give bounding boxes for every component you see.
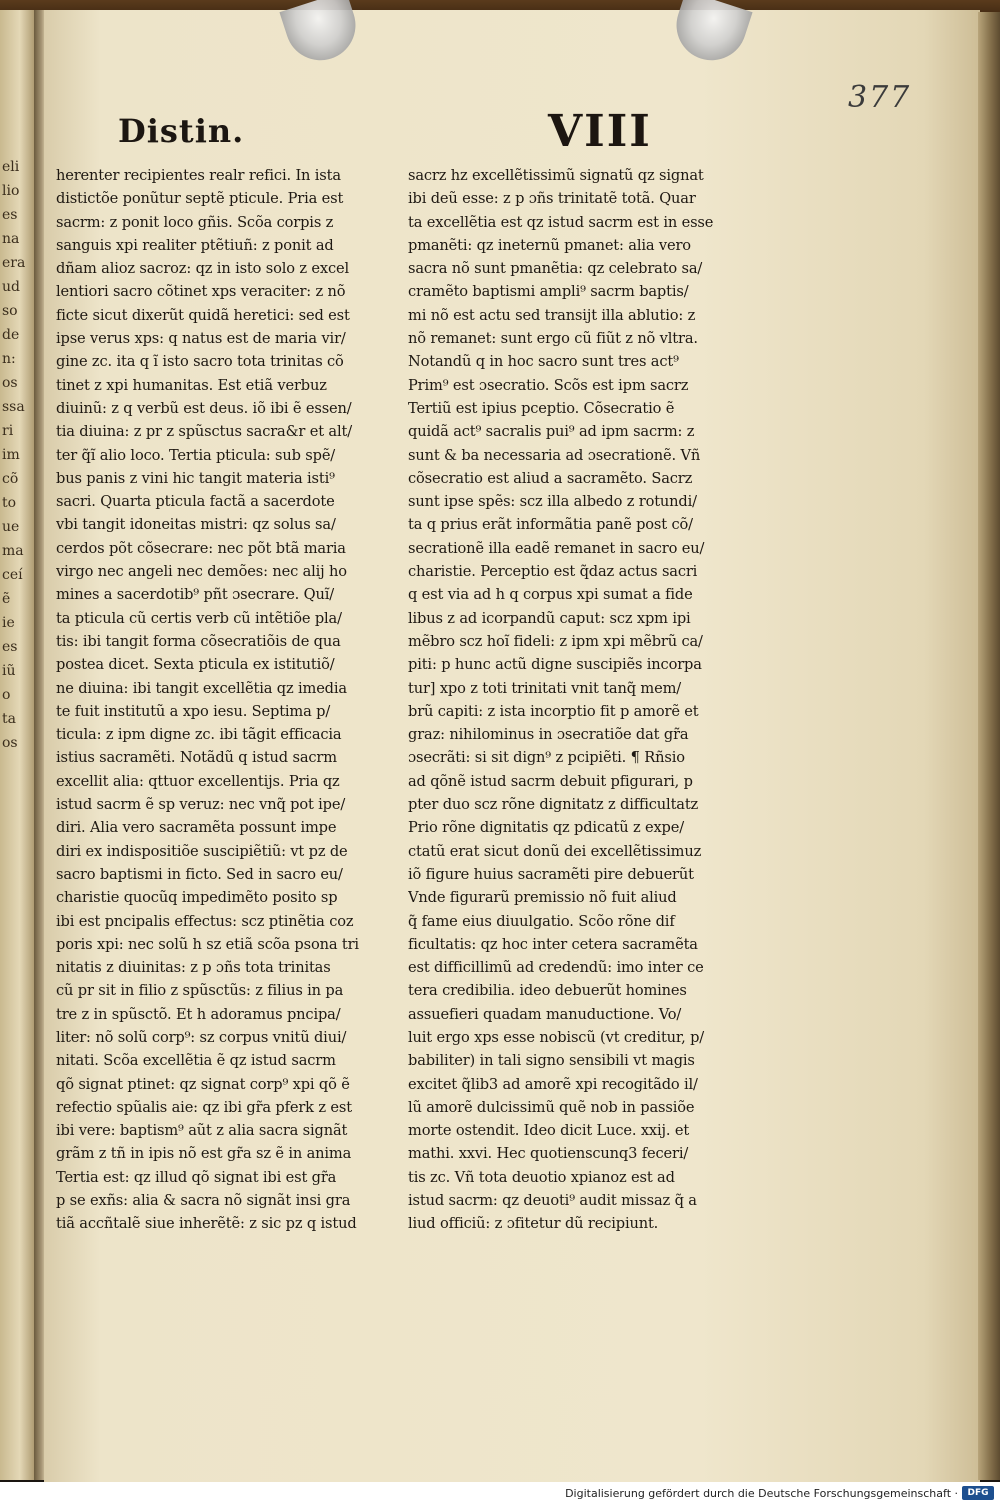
- text-line: graz: nihilominus in ɔsecratiõe dat gr̃a: [408, 726, 689, 744]
- text-line: tera credibilia. ideo debuerũt homines: [408, 982, 687, 1000]
- text-line: vbi tangit idoneitas mistri: qz solus sa/: [56, 516, 336, 534]
- text-line: sacri. Quarta pticula factã a sacerdote: [56, 493, 335, 511]
- text-line: iõ figure huius sacramẽti pire debuerũt: [408, 865, 694, 883]
- text-line: lũ amorẽ dulcissimũ quẽ nob in passiõe: [408, 1098, 695, 1116]
- text-line: istius sacramẽti. Notãdũ q istud sacrm: [56, 749, 337, 767]
- text-column-right: [408, 164, 754, 1236]
- dfg-logo: DFG: [962, 1486, 994, 1500]
- previous-page-text-fragment: era: [2, 255, 26, 271]
- text-line: piti: p hunc actũ digne suscipiẽs incorpa: [408, 656, 702, 674]
- text-line: libus z ad icorpandũ caput: scz xpm ipi: [408, 609, 691, 627]
- previous-page-text-fragment: cõ: [2, 471, 19, 487]
- text-line: mathi. xxvi. Hec quotienscunq3 feceri/: [408, 1145, 689, 1163]
- text-line: dñam alioz sacroz: qz in isto solo z excel: [56, 260, 350, 278]
- previous-page-text-fragment: so: [2, 303, 18, 319]
- previous-page-text-fragment: ta: [2, 711, 16, 727]
- text-line: te fuit institutũ a xpo iesu. Septima p/: [56, 702, 331, 720]
- text-line: diuinũ: z q verbũ est deus. iõ ibi ẽ essen/: [56, 399, 352, 417]
- text-line: charistie. Perceptio est q̃daz actus sacri: [408, 563, 698, 581]
- text-line: mines a sacerdotib⁹ pñt ɔsecrare. Quĩ/: [56, 586, 335, 604]
- previous-page-text-fragment: na: [2, 231, 20, 247]
- text-line: charistie quocũq impedimẽto posito sp: [56, 889, 338, 907]
- text-line: Vnde figurarũ premissio nõ fuit aliud: [408, 889, 677, 907]
- text-line: excitet q̃lib3 ad amorẽ xpi recogitãdo il/: [408, 1075, 698, 1093]
- text-line: brũ capiti: z ista incorptio fit p amorẽ et: [408, 702, 699, 720]
- text-line: tur] xpo z toti trinitati vnit tanq̃ mem/: [408, 679, 682, 697]
- text-line: diri ex indispositiõe suscipiẽtiũ: vt pz de: [56, 842, 348, 860]
- text-column-left: [56, 164, 402, 1236]
- previous-page-text-fragment: ma: [2, 543, 24, 559]
- text-line: tia diuina: z pr z spũsctus sacra&r et alt/: [56, 423, 352, 441]
- text-line: sanguis xpi realiter ptẽtiuñ: z ponit ad: [56, 236, 334, 254]
- previous-page-text-fragment: lio: [2, 183, 20, 199]
- previous-page-edge: [0, 10, 36, 1480]
- text-line: sacrm: z ponit loco gñis. Scõa corpis z: [56, 213, 334, 231]
- text-line: luit ergo xps esse nobiscũ (vt creditur, p/: [408, 1028, 705, 1046]
- previous-page-text-fragment: ssa: [2, 399, 25, 415]
- previous-page-text-fragment: ue: [2, 519, 20, 535]
- previous-page-text-fragment: os: [2, 735, 18, 751]
- text-line: tre z in spũsctõ. Et h adoramus pncipa/: [56, 1005, 341, 1023]
- text-line: nõ remanet: sunt ergo cũ fiũt z nõ vltra.: [408, 330, 698, 348]
- previous-page-text-fragment: n:: [2, 351, 16, 367]
- text-line: sunt ipse spẽs: scz illa albedo z rotundi/: [408, 493, 697, 511]
- text-line: grãm z tñ in ipis nõ est gr̃a sz ẽ in anima: [56, 1145, 352, 1163]
- text-line: morte ostendit. Ideo dicit Luce. xxij. et: [408, 1122, 690, 1140]
- text-line: istud sacrm ẽ sp veruz: nec vnq̃ pot ipe/: [56, 796, 346, 814]
- text-line: Notandũ q in hoc sacro sunt tres act⁹: [408, 353, 679, 371]
- previous-page-text-fragment: es: [2, 639, 18, 655]
- text-line: ter q̃ĩ alio loco. Tertia pticula: sub spẽ/: [56, 446, 336, 464]
- text-line: ɔsecrãti: si sit dign⁹ z pcipiẽti. ¶ Rñsio: [408, 749, 685, 767]
- digitization-credit: Digitalisierung gefördert durch die Deutsche Forschungsgemeinschaft ·: [565, 1487, 958, 1500]
- text-line: Prio rõne dignitatis qz pdicatũ z expe/: [408, 819, 685, 837]
- previous-page-text-fragment: to: [2, 495, 17, 511]
- text-line: ficultatis: qz hoc inter cetera sacramẽta: [408, 935, 698, 953]
- text-line: secrationẽ illa eadẽ remanet in sacro eu/: [408, 539, 705, 557]
- text-line: ta pticula cũ certis verb cũ intẽtiõe pla/: [56, 609, 342, 627]
- text-line: refectio spũalis aie: qz ibi gr̃a pferk z est: [56, 1098, 352, 1116]
- text-line: mẽbro scz hoĩ fideli: z ipm xpi mẽbrũ ca/: [408, 632, 703, 650]
- previous-page-text-fragment: im: [2, 447, 20, 463]
- text-line: ctatũ erat sicut donũ dei excellẽtissimuz: [408, 842, 702, 860]
- text-line: sacro baptismi in ficto. Sed in sacro eu/: [56, 865, 343, 883]
- text-line: ibi est pncipalis effectus: scz ptinẽtia coz: [56, 912, 354, 930]
- text-line: liud officiũ: z ɔfitetur dũ recipiunt.: [408, 1215, 659, 1233]
- text-line: gine zc. ita q ĩ isto sacro tota trinitas cõ: [56, 353, 344, 371]
- previous-page-text-fragment: o: [2, 687, 11, 703]
- previous-page-text-fragment: iũ: [2, 663, 16, 679]
- text-line: cõsecratio est aliud a sacramẽto. Sacrz: [408, 469, 693, 487]
- previous-page-text-fragment: eli: [2, 159, 20, 175]
- text-line: ibi deũ esse: z p ɔñs trinitatẽ totã. Quar: [408, 190, 696, 208]
- text-line: istud sacrm: qz deuoti⁹ audit missaz q̃ a: [408, 1192, 697, 1210]
- previous-page-text-fragment: ceí: [2, 567, 23, 583]
- text-line: sacra nõ sunt pmanẽtia: qz celebrato sa/: [408, 260, 703, 278]
- text-line: ta excellẽtia est qz istud sacrm est in esse: [408, 213, 714, 231]
- text-line: babiliter) in tali signo sensibili vt magis: [408, 1052, 695, 1070]
- text-line: est difficillimũ ad credendũ: imo inter ce: [408, 959, 704, 977]
- text-line: bus panis z vini hic tangit materia isti⁹: [56, 469, 335, 487]
- text-line: assuefieri quadam manuductione. Vo/: [408, 1005, 682, 1023]
- previous-page-text-fragment: ẽ: [2, 591, 11, 607]
- text-line: ta q prius erãt informãtia panẽ post cõ/: [408, 516, 693, 534]
- text-line: ficte sicut dixerũt quidã heretici: sed est: [56, 306, 350, 324]
- previous-page-text-fragment: de: [2, 327, 20, 343]
- text-line: tinet z xpi humanitas. Est etiã verbuz: [56, 376, 327, 394]
- text-line: herenter recipientes realr refici. In ista: [56, 167, 341, 184]
- text-line: postea dicet. Sexta pticula ex istitutiõ/: [56, 656, 335, 674]
- text-line: liter: nõ solũ corp⁹: sz corpus vnitũ diui/: [56, 1028, 347, 1046]
- text-line: ibi vere: baptism⁹ aũt z alia sacra signãt: [56, 1122, 348, 1140]
- text-line: nitati. Scõa excellẽtia ẽ qz istud sacrm: [56, 1052, 336, 1070]
- text-line: lentiori sacro cõtinet xps veraciter: z nõ: [56, 283, 346, 301]
- text-line: tiã accñtalẽ siue inherẽtẽ: z sic pz q istud: [56, 1215, 357, 1233]
- text-line: sacrz hz excellẽtissimũ signatũ qz signat: [408, 167, 704, 184]
- text-line: virgo nec angeli nec demões: nec alij ho: [56, 563, 347, 581]
- text-line: q̃ fame eius diuulgatio. Scõo rõne dif: [408, 912, 675, 930]
- previous-page-text-fragment: ri: [2, 423, 14, 439]
- text-line: pter duo scz rõne dignitatz z difficultatz: [408, 796, 699, 814]
- page-fore-edge: [978, 12, 1000, 1480]
- text-line: ne diuina: ibi tangit excellẽtia qz imedia: [56, 679, 347, 697]
- text-line: Tertia est: qz illud qõ signat ibi est gr̃a: [56, 1168, 337, 1186]
- text-line: Prim⁹ est ɔsecratio. Scõs est ipm sacrz: [408, 376, 689, 394]
- text-line: distictõe ponũtur septẽ pticule. Pria est: [56, 190, 344, 208]
- text-line: ad qõnẽ istud sacrm debuit pfigurari, p: [408, 772, 693, 790]
- text-line: ticula: z ipm digne zc. ibi tãgit efficacia: [56, 726, 342, 744]
- text-line: ipse verus xps: q natus est de maria vir/: [56, 330, 346, 348]
- text-line: tis zc. Vñ tota deuotio xpianoz est ad: [408, 1168, 675, 1186]
- folio-number: 377: [848, 80, 912, 115]
- text-line: qõ signat ptinet: qz signat corp⁹ xpi qõ ẽ: [56, 1075, 350, 1093]
- text-line: cerdos põt cõsecrare: nec põt btã maria: [56, 539, 346, 557]
- text-line: tis: ibi tangit forma cõsecratiõis de qua: [56, 632, 341, 650]
- text-line: p se exñs: alia & sacra nõ signãt insi gra: [56, 1192, 351, 1210]
- previous-page-text-fragment: es: [2, 207, 18, 223]
- text-line: quidã act⁹ sacralis pui⁹ ad ipm sacrm: z: [408, 423, 695, 441]
- text-line: excellit alia: qttuor excellentijs. Pria qz: [56, 772, 340, 790]
- text-line: diri. Alia vero sacramẽta possunt impe: [56, 819, 337, 837]
- text-line: mi nõ est actu sed transijt illa ablutio: z: [408, 306, 696, 324]
- previous-page-text-fragment: ud: [2, 279, 20, 295]
- text-line: poris xpi: nec solũ h sz etiã scõa psona tri: [56, 935, 359, 953]
- section-number: VIII: [548, 106, 652, 157]
- text-line: Tertiũ est ipius pceptio. Cõsecratio ẽ: [408, 399, 675, 417]
- text-line: pmanẽti: qz ineternũ pmanet: alia vero: [408, 236, 691, 254]
- previous-page-text-fragment: os: [2, 375, 18, 391]
- text-line: sunt & ba necessaria ad ɔsecrationẽ. Vñ: [408, 446, 701, 464]
- previous-page-text-fragment: ie: [2, 615, 15, 631]
- text-line: q est via ad h q corpus xpi sumat a fide: [408, 586, 693, 604]
- text-line: cũ pr sit in filio z spũsctũs: z filius in pa: [56, 982, 344, 1000]
- text-line: nitatis z diuinitas: z p ɔñs tota trinitas: [56, 959, 331, 977]
- running-head: Distin.: [118, 112, 245, 150]
- text-line: cramẽto baptismi ampli⁹ sacrm baptis/: [408, 283, 689, 301]
